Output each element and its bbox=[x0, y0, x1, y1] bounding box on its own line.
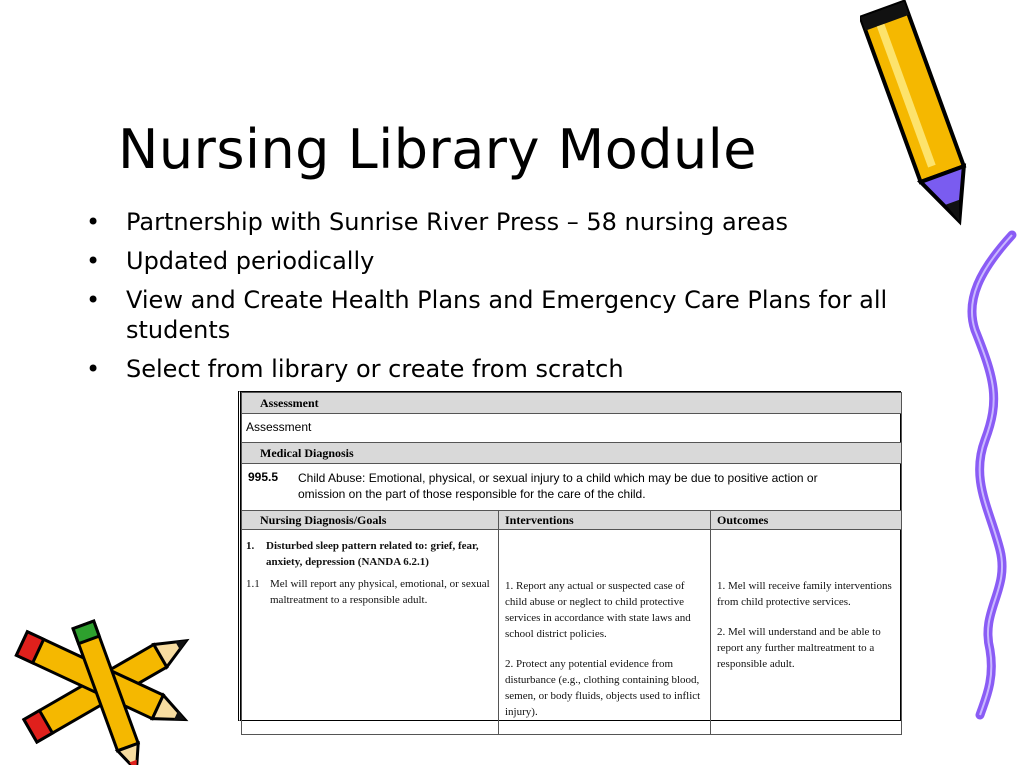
nursing-diagnosis-number: 1. bbox=[246, 540, 255, 552]
assessment-header: Assessment bbox=[242, 393, 902, 414]
interventions-cell bbox=[499, 530, 711, 735]
bullet-item bbox=[86, 207, 926, 237]
bullet-text: View and Create Health Plans and Emergency Care Plans for all students bbox=[126, 286, 888, 344]
bullet-text: Select from library or create from scratch bbox=[126, 355, 624, 383]
health-plan-table bbox=[241, 392, 902, 735]
intervention-item: 2. Protect any potential evidence from disturbance (e.g., clothing containing blood, semen, or body fluids, objects used to inflict injury). bbox=[505, 658, 701, 718]
bullet-dot: • bbox=[86, 208, 101, 236]
goal-text: Mel will report any physical, emotional, or sexual maltreatment to a responsible adult. bbox=[270, 578, 490, 606]
outcome-item: 1. Mel will receive family interventions from child protective services. bbox=[717, 580, 892, 608]
diagnosis-text: Child Abuse: Emotional, physical, or sexual injury to a child which may be due to positive action or omission on the part of those responsible for the care of the child. bbox=[298, 471, 818, 501]
nursing-diagnosis-title bbox=[242, 530, 498, 576]
intervention-item: 1. Report any actual or suspected case of child abuse or neglect to child protective services in accordance with state laws and school district policies. bbox=[505, 580, 691, 640]
bullet-item bbox=[86, 246, 926, 276]
bullet-dot: • bbox=[86, 286, 101, 314]
outcome-item: 2. Mel will understand and be able to report any further maltreatment to a responsible adult. bbox=[717, 626, 881, 670]
goal-item bbox=[242, 576, 498, 608]
assessment-value: Assessment bbox=[242, 414, 902, 443]
bullet-dot: • bbox=[86, 247, 101, 275]
nursing-diagnosis-cell bbox=[242, 530, 499, 735]
crossed-pencils-icon bbox=[0, 615, 210, 765]
squiggle-icon bbox=[960, 230, 1020, 720]
column-header-outcomes: Outcomes bbox=[711, 511, 902, 530]
bullet-item bbox=[86, 285, 926, 345]
diagnosis-code: 995.5 bbox=[248, 470, 279, 484]
goal-number: 1.1 bbox=[246, 578, 260, 590]
column-header-interventions: Interventions bbox=[499, 511, 711, 530]
outcomes-cell bbox=[711, 530, 902, 735]
health-plan-document bbox=[238, 391, 901, 721]
column-header-nursing-diagnosis: Nursing Diagnosis/Goals bbox=[242, 511, 499, 530]
bullet-dot: • bbox=[86, 355, 101, 383]
pencil-icon bbox=[860, 0, 1010, 245]
bullet-list bbox=[86, 207, 926, 393]
medical-diagnosis-cell bbox=[242, 464, 902, 511]
slide-title: Nursing Library Module bbox=[118, 118, 757, 181]
bullet-text: Partnership with Sunrise River Press – 58 nursing areas bbox=[126, 208, 789, 236]
bullet-item bbox=[86, 354, 926, 384]
bullet-text: Updated periodically bbox=[126, 247, 375, 275]
nursing-diagnosis-text: Disturbed sleep pattern related to: grief, fear, anxiety, depression (NANDA 6.2.1) bbox=[266, 540, 479, 568]
medical-diagnosis-header: Medical Diagnosis bbox=[242, 443, 902, 464]
